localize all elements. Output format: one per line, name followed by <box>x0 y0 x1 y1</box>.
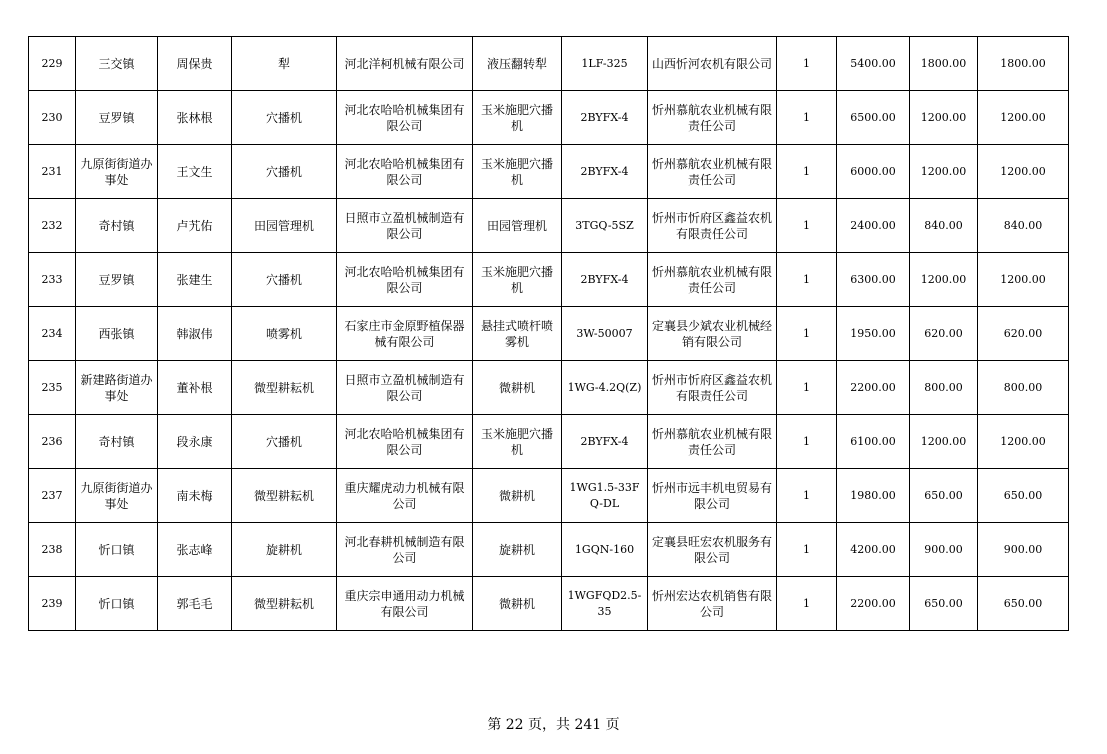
quantity-cell: 1 <box>777 145 837 199</box>
product-name-cell: 旋耕机 <box>473 523 562 577</box>
price-cell: 1950.00 <box>837 307 910 361</box>
subsidy-cell: 650.00 <box>910 577 978 631</box>
model-cell: 1WG1.5-33FQ-DL <box>562 469 648 523</box>
price-cell: 2200.00 <box>837 577 910 631</box>
dealer-cell: 忻州慕航农业机械有限责任公司 <box>648 145 777 199</box>
total-subsidy-cell: 1200.00 <box>978 91 1069 145</box>
row-number-cell: 234 <box>29 307 76 361</box>
row-number-cell: 229 <box>29 37 76 91</box>
dealer-cell: 忻州慕航农业机械有限责任公司 <box>648 253 777 307</box>
model-cell: 1GQN-160 <box>562 523 648 577</box>
manufacturer-cell: 河北洋柯机械有限公司 <box>337 37 473 91</box>
model-cell: 2BYFX-4 <box>562 145 648 199</box>
table-row <box>29 199 1069 253</box>
dealer-cell: 定襄县旺宏农机服务有限公司 <box>648 523 777 577</box>
row-number-cell: 233 <box>29 253 76 307</box>
table-row <box>29 523 1069 577</box>
price-cell: 6000.00 <box>837 145 910 199</box>
applicant-name-cell: 张志峰 <box>158 523 232 577</box>
machine-category-cell: 微型耕耘机 <box>232 577 337 631</box>
dealer-cell: 忻州宏达农机销售有限公司 <box>648 577 777 631</box>
table-body <box>29 37 1069 631</box>
town-cell: 忻口镇 <box>76 523 158 577</box>
town-cell: 三交镇 <box>76 37 158 91</box>
price-cell: 2400.00 <box>837 199 910 253</box>
town-cell: 西张镇 <box>76 307 158 361</box>
subsidy-cell: 620.00 <box>910 307 978 361</box>
applicant-name-cell: 董补根 <box>158 361 232 415</box>
dealer-cell: 忻州慕航农业机械有限责任公司 <box>648 415 777 469</box>
price-cell: 6500.00 <box>837 91 910 145</box>
subsidy-cell: 1200.00 <box>910 145 978 199</box>
product-name-cell: 玉米施肥穴播机 <box>473 145 562 199</box>
product-name-cell: 玉米施肥穴播机 <box>473 91 562 145</box>
town-cell: 新建路街道办事处 <box>76 361 158 415</box>
dealer-cell: 定襄县少斌农业机械经销有限公司 <box>648 307 777 361</box>
row-number-cell: 230 <box>29 91 76 145</box>
subsidy-cell: 840.00 <box>910 199 978 253</box>
subsidy-cell: 1200.00 <box>910 91 978 145</box>
applicant-name-cell: 卢艽佑 <box>158 199 232 253</box>
total-subsidy-cell: 620.00 <box>978 307 1069 361</box>
total-subsidy-cell: 650.00 <box>978 577 1069 631</box>
town-cell: 豆罗镇 <box>76 253 158 307</box>
dealer-cell: 忻州慕航农业机械有限责任公司 <box>648 91 777 145</box>
total-subsidy-cell: 1800.00 <box>978 37 1069 91</box>
manufacturer-cell: 重庆耀虎动力机械有限公司 <box>337 469 473 523</box>
town-cell: 九原街街道办事处 <box>76 145 158 199</box>
table-row <box>29 37 1069 91</box>
machine-category-cell: 微型耕耘机 <box>232 469 337 523</box>
manufacturer-cell: 河北农哈哈机械集团有限公司 <box>337 415 473 469</box>
product-name-cell: 玉米施肥穴播机 <box>473 415 562 469</box>
price-cell: 2200.00 <box>837 361 910 415</box>
subsidy-cell: 900.00 <box>910 523 978 577</box>
quantity-cell: 1 <box>777 577 837 631</box>
machine-category-cell: 穴播机 <box>232 145 337 199</box>
row-number-cell: 237 <box>29 469 76 523</box>
town-cell: 奇村镇 <box>76 415 158 469</box>
manufacturer-cell: 河北春耕机械制造有限公司 <box>337 523 473 577</box>
model-cell: 2BYFX-4 <box>562 91 648 145</box>
manufacturer-cell: 日照市立盈机械制造有限公司 <box>337 199 473 253</box>
quantity-cell: 1 <box>777 37 837 91</box>
subsidy-cell: 650.00 <box>910 469 978 523</box>
product-name-cell: 玉米施肥穴播机 <box>473 253 562 307</box>
town-cell: 忻口镇 <box>76 577 158 631</box>
row-number-cell: 232 <box>29 199 76 253</box>
price-cell: 4200.00 <box>837 523 910 577</box>
dealer-cell: 忻州市远丰机电贸易有限公司 <box>648 469 777 523</box>
quantity-cell: 1 <box>777 361 837 415</box>
model-cell: 1WG-4.2Q(Z) <box>562 361 648 415</box>
row-number-cell: 238 <box>29 523 76 577</box>
price-cell: 6300.00 <box>837 253 910 307</box>
machine-category-cell: 田园管理机 <box>232 199 337 253</box>
total-subsidy-cell: 900.00 <box>978 523 1069 577</box>
model-cell: 1LF-325 <box>562 37 648 91</box>
total-subsidy-cell: 1200.00 <box>978 415 1069 469</box>
table-row <box>29 145 1069 199</box>
manufacturer-cell: 河北农哈哈机械集团有限公司 <box>337 91 473 145</box>
applicant-name-cell: 南未梅 <box>158 469 232 523</box>
quantity-cell: 1 <box>777 199 837 253</box>
table-row <box>29 361 1069 415</box>
machine-category-cell: 微型耕耘机 <box>232 361 337 415</box>
row-number-cell: 236 <box>29 415 76 469</box>
product-name-cell: 微耕机 <box>473 361 562 415</box>
table-row <box>29 91 1069 145</box>
applicant-name-cell: 张林根 <box>158 91 232 145</box>
applicant-name-cell: 郭毛毛 <box>158 577 232 631</box>
applicant-name-cell: 王文生 <box>158 145 232 199</box>
table-row <box>29 577 1069 631</box>
machine-category-cell: 旋耕机 <box>232 523 337 577</box>
product-name-cell: 微耕机 <box>473 577 562 631</box>
applicant-name-cell: 周保贵 <box>158 37 232 91</box>
applicant-name-cell: 韩淑伟 <box>158 307 232 361</box>
price-cell: 5400.00 <box>837 37 910 91</box>
total-subsidy-cell: 650.00 <box>978 469 1069 523</box>
manufacturer-cell: 日照市立盈机械制造有限公司 <box>337 361 473 415</box>
quantity-cell: 1 <box>777 307 837 361</box>
row-number-cell: 231 <box>29 145 76 199</box>
quantity-cell: 1 <box>777 253 837 307</box>
town-cell: 奇村镇 <box>76 199 158 253</box>
subsidy-table <box>28 36 1069 631</box>
machine-category-cell: 穴播机 <box>232 253 337 307</box>
machine-category-cell: 犁 <box>232 37 337 91</box>
quantity-cell: 1 <box>777 523 837 577</box>
applicant-name-cell: 张建生 <box>158 253 232 307</box>
subsidy-cell: 800.00 <box>910 361 978 415</box>
model-cell: 2BYFX-4 <box>562 415 648 469</box>
quantity-cell: 1 <box>777 415 837 469</box>
product-name-cell: 田园管理机 <box>473 199 562 253</box>
model-cell: 2BYFX-4 <box>562 253 648 307</box>
dealer-cell: 忻州市忻府区鑫益农机有限责任公司 <box>648 361 777 415</box>
manufacturer-cell: 河北农哈哈机械集团有限公司 <box>337 253 473 307</box>
manufacturer-cell: 石家庄市金原野植保器械有限公司 <box>337 307 473 361</box>
table-row <box>29 307 1069 361</box>
dealer-cell: 山西忻河农机有限公司 <box>648 37 777 91</box>
dealer-cell: 忻州市忻府区鑫益农机有限责任公司 <box>648 199 777 253</box>
town-cell: 九原街街道办事处 <box>76 469 158 523</box>
manufacturer-cell: 重庆宗申通用动力机械有限公司 <box>337 577 473 631</box>
product-name-cell: 悬挂式喷杆喷雾机 <box>473 307 562 361</box>
page-number: 第 22 页，共 241 页 <box>487 717 620 733</box>
applicant-name-cell: 段永康 <box>158 415 232 469</box>
model-cell: 3TGQ-5SZ <box>562 199 648 253</box>
machine-category-cell: 穴播机 <box>232 91 337 145</box>
machine-category-cell: 喷雾机 <box>232 307 337 361</box>
total-subsidy-cell: 840.00 <box>978 199 1069 253</box>
table-row <box>29 415 1069 469</box>
price-cell: 1980.00 <box>837 469 910 523</box>
model-cell: 1WGFQD2.5-35 <box>562 577 648 631</box>
price-cell: 6100.00 <box>837 415 910 469</box>
row-number-cell: 239 <box>29 577 76 631</box>
quantity-cell: 1 <box>777 91 837 145</box>
total-subsidy-cell: 1200.00 <box>978 253 1069 307</box>
model-cell: 3W-50007 <box>562 307 648 361</box>
subsidy-cell: 1800.00 <box>910 37 978 91</box>
subsidy-cell: 1200.00 <box>910 253 978 307</box>
table-row <box>29 469 1069 523</box>
quantity-cell: 1 <box>777 469 837 523</box>
machine-category-cell: 穴播机 <box>232 415 337 469</box>
total-subsidy-cell: 1200.00 <box>978 145 1069 199</box>
table-row <box>29 253 1069 307</box>
product-name-cell: 液压翻转犁 <box>473 37 562 91</box>
total-subsidy-cell: 800.00 <box>978 361 1069 415</box>
product-name-cell: 微耕机 <box>473 469 562 523</box>
row-number-cell: 235 <box>29 361 76 415</box>
manufacturer-cell: 河北农哈哈机械集团有限公司 <box>337 145 473 199</box>
town-cell: 豆罗镇 <box>76 91 158 145</box>
subsidy-cell: 1200.00 <box>910 415 978 469</box>
